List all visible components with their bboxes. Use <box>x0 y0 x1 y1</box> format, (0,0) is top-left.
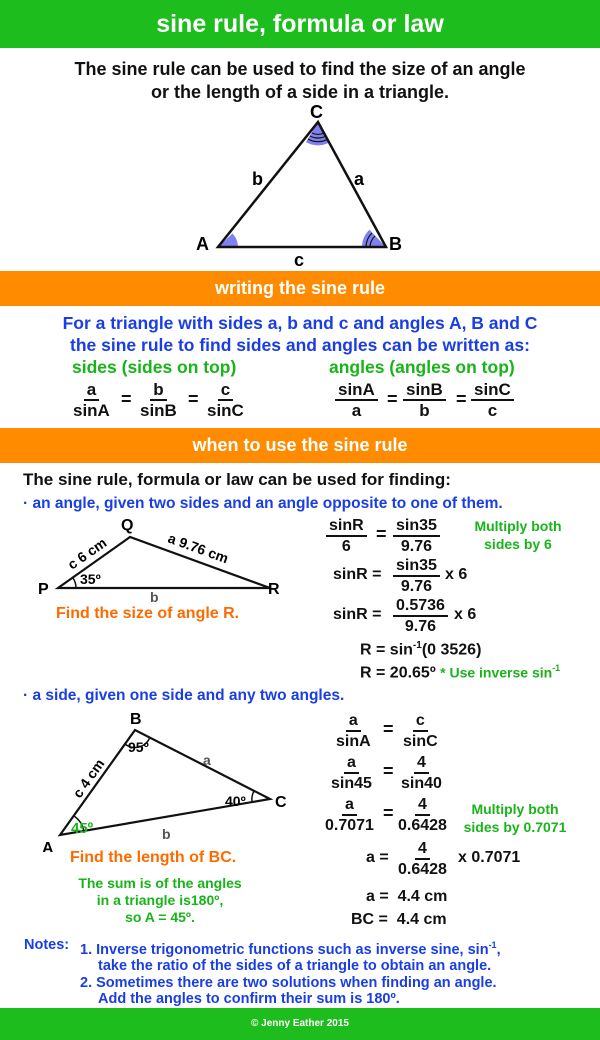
equals-sign: = <box>387 389 398 409</box>
triangle-abc-diagram <box>35 707 300 852</box>
notes-label: Notes: <box>24 937 70 953</box>
step2-left-2: $\frac{a}{\sin 45}$ <box>331 754 372 792</box>
step4-inverse: $R = \sin^{-1}(0$ 3526) <box>360 640 482 659</box>
note-2: 2. Sometimes there are two solutions when finding an angle. <box>80 974 497 991</box>
step5-result: R = 20.65º * Use inverse $\sin^{-1}$ <box>360 663 561 682</box>
label-side-ac: b <box>162 826 171 842</box>
note-2b: Add the angles to confirm their sum is 180º. <box>98 991 400 1008</box>
vertex-a: A <box>196 234 209 254</box>
equals-sign: = <box>376 524 387 544</box>
vertex-c2: C <box>275 794 287 811</box>
step2-lhs: sinR = <box>333 566 382 583</box>
section-banner-writing: writing the sine rule <box>0 271 600 306</box>
vertex-r: R <box>268 581 280 598</box>
note-angle-sum: The sum is of the angles in a triangle is180º, so A = 45º. <box>78 875 242 925</box>
equals-sign: = <box>121 389 132 409</box>
section-banner-when: when to use the sine rule <box>0 428 600 463</box>
page-title: sine rule, formula or law <box>156 10 444 38</box>
label-angle-p: 35º <box>80 571 101 587</box>
equals-sign: = <box>383 803 394 823</box>
intro-text: The sine rule can be used to find the size of an angle or the length of a side in a triangle. <box>74 59 526 102</box>
section2-intro: The sine rule, formula or law can be used for finding: <box>23 470 451 489</box>
section1-text: For a triangle with sides a, b and c and angles A, B and C the sine rule to find sides and angles can be written as: <box>62 313 538 355</box>
copyright: © Jenny Eather 2015 <box>251 1018 349 1029</box>
result-bc: BC = 4.4 cm <box>351 911 447 928</box>
step2-tail: x 6 <box>445 566 468 583</box>
step4-lhs-2: a = <box>366 849 389 866</box>
note-1b: take the ratio of the sides of a triangle to obtain an angle. <box>98 958 492 975</box>
step2-fraction: $\frac{\sin 35}{9.76}$ <box>393 557 440 597</box>
step1-left-2: $\frac{a}{\sin A}$ <box>336 712 371 750</box>
equals-sign: = <box>456 389 467 409</box>
side-c: c <box>294 250 305 270</box>
equals-sign: = <box>383 719 394 739</box>
label-side-ab: c 4 cm <box>69 755 108 801</box>
step3-fraction: $\frac{0.5736}{9.76}$ <box>393 597 448 637</box>
label-side-pr: b <box>150 589 159 605</box>
label-side-pq: c 6 cm <box>64 534 110 573</box>
triangle-diagram <box>180 100 420 270</box>
sides-label: sides (sides on top) <box>72 357 237 377</box>
result-a: a = 4.4 cm <box>366 888 448 905</box>
vertex-b: B <box>389 234 402 254</box>
step3-right-2: $\frac{4}{0.6428}$ <box>398 796 447 834</box>
equals-sign: = <box>383 761 394 781</box>
label-side-bc: a <box>203 752 211 768</box>
vertex-b2: B <box>130 711 142 728</box>
task-angle-r: Find the size of angle R. <box>56 605 240 622</box>
step3-tail: x 6 <box>454 606 477 623</box>
vertex-p: P <box>38 581 49 598</box>
step1-right: $\frac{\sin 35}{9.76}$ <box>393 517 440 557</box>
notes-list <box>80 937 501 1008</box>
step3-left-2: $\frac{a}{0.7071}$ <box>325 796 374 834</box>
triangle-pqr-diagram <box>30 512 300 607</box>
label-angle-c: 40º <box>225 793 246 809</box>
step4-tail-2: x 0.7071 <box>458 849 521 866</box>
step1-right-2: $\frac{c}{\sin C}$ <box>403 712 438 750</box>
step4-fraction-2: $\frac{4}{0.6428}$ <box>398 840 447 878</box>
note-1: 1. Inverse trigonometric functions such as inverse sine, $\sin^{-1}$, <box>80 940 501 958</box>
step1-left: $\frac{\sin R}{6}$ <box>326 517 367 557</box>
step2-right-2: $\frac{4}{\sin 40}$ <box>401 754 442 792</box>
label-side-qr: a 9.76 cm <box>165 529 231 567</box>
fraction-sinB-b: $\frac{\sin B}{b}$ <box>403 381 446 421</box>
vertex-q: Q <box>121 517 134 534</box>
fraction-b-sinB: $\frac{b}{\sin B}$ <box>140 380 177 420</box>
label-angle-b: 95º <box>128 739 149 755</box>
bullet-side: · a side, given one side and any two angles. <box>23 687 345 704</box>
fraction-sinA-a: $\frac{\sin A}{a}$ <box>335 381 378 421</box>
fraction-c-sinC: $\frac{c}{\sin C}$ <box>207 380 244 420</box>
task-length-bc: Find the length of BC. <box>70 849 237 866</box>
angles-label: angles (angles on top) <box>329 357 515 377</box>
fraction-a-sinA: $\frac{a}{\sin A}$ <box>73 380 110 420</box>
side-a: a <box>354 169 365 189</box>
vertex-c: C <box>310 102 323 122</box>
side-b: b <box>252 169 263 189</box>
footer-banner <box>0 1008 600 1040</box>
fraction-sinC-c: $\frac{\sin C}{c}$ <box>471 381 514 421</box>
note-multiply-6: Multiply both sides by 6 <box>474 518 562 552</box>
equals-sign: = <box>188 389 199 409</box>
title-banner <box>0 0 600 48</box>
note-multiply-07071: Multiply both sides by 0.7071 <box>463 801 567 835</box>
label-angle-a: 45º <box>71 820 94 837</box>
step3-lhs: sinR = <box>333 606 382 623</box>
vertex-a2: A <box>42 840 54 852</box>
bullet-angle: · an angle, given two sides and an angle opposite to one of them. <box>23 495 503 512</box>
